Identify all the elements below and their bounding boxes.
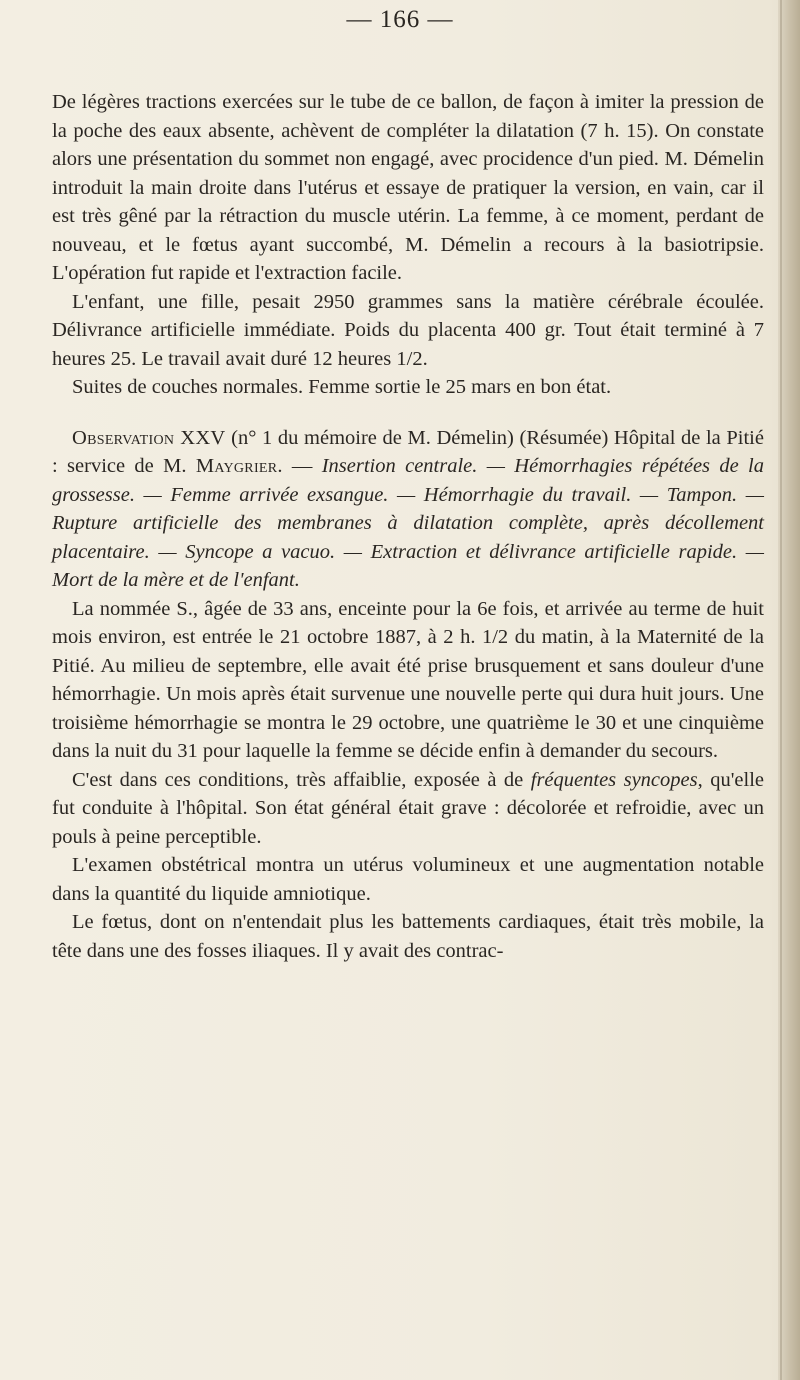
paragraph-5-end: , qu'elle fut conduite à l'hôpital. Son état général était grave : décolorée et refroidie, avec un pouls à peine perceptible. (52, 768, 764, 848)
observation-separator: . — (277, 455, 322, 477)
paragraph-5 (52, 766, 764, 852)
paragraph-4: La nommée S., âgée de 33 ans, enceinte pour la 6e fois, et arrivée au terme de huit mois environ, est entrée le 21 octobre 1887, à 2 h. 1/2 du matin, à la Maternité de la Pitié. Au milieu de septembre, elle avait été prise brusquement et sans douleur d'une hémorrhagie. Un mois après était survenue une nouvelle perte qui dura huit jours. Une troisième hémorrhagie se montra le 29 octobre, une quatrième le 30 et une cinquième dans la nuit du 31 pour laquelle la femme se décide enfin à demander du secours. (52, 597, 764, 762)
paragraph-6: L'examen obstétrical montra un utérus volumineux et une augmentation notable dans la quantité du liquide amniotique. (52, 854, 764, 905)
observation-doctor: Maygrier (195, 455, 278, 477)
paragraph-7: Le fœtus, dont on n'entendait plus les battements cardiaques, était très mobile, la tête dans une des fosses iliaques. Il y avait des contrac- (52, 911, 764, 962)
paragraph-5-emphasis: fréquentes syncopes (530, 768, 698, 791)
page-number-header: — 166 — (346, 6, 454, 33)
page-edge-line (780, 0, 782, 1380)
observation-label: Observation XXV (72, 426, 226, 449)
paragraph-2: L'enfant, une fille, pesait 2950 grammes sans la matière cérébrale écoulée. Délivrance artificielle immédiate. Poids du placenta 400 gr. Tout était terminé à 7 heures 25. Le travail avait duré 12 heures 1/2. (52, 290, 764, 370)
body-text (52, 88, 764, 965)
paragraph-1: De légères tractions exercées sur le tube de ce ballon, de façon à imiter la pression de la poche des eaux absente, achèvent de compléter la dilatation (7 h. 15). On constate alors une présentation du sommet non engagé, avec procidence d'un pied. M. Démelin introduit la main droite dans l'utérus et essaye de pratiquer la version, en vain, car il est très gêné par la rétraction du muscle utérin. La femme, à ce moment, perdant de nouveau, et le fœtus ayant succombé, M. Démelin a recours à la basiotripsie. L'opération fut rapide et l'extraction facile. (52, 91, 764, 284)
paragraph-5-start: C'est dans ces conditions, très affaiblie, exposée à de (72, 768, 531, 791)
observation-keywords: Insertion centrale. — Hémorrhagies répétées de la grossesse. — Femme arrivée exsangue. — Hémorrhagie du travail. — Tampon. — Rupture artificielle des membranes à dilatation complète, après décollement placentaire. — Syncope a vacuo. — Extraction et délivrance artificielle rapide. — Mort de la mère et de l'enfant. (52, 455, 765, 591)
paragraph-3: Suites de couches normales. Femme sortie le 25 mars en bon état. (72, 376, 612, 398)
observation-heading (52, 424, 764, 595)
observation-reference: (n° 1 du mémoire de M. Démelin) (Résumée) Hôpital de la Pitié : service de M. (52, 426, 764, 477)
